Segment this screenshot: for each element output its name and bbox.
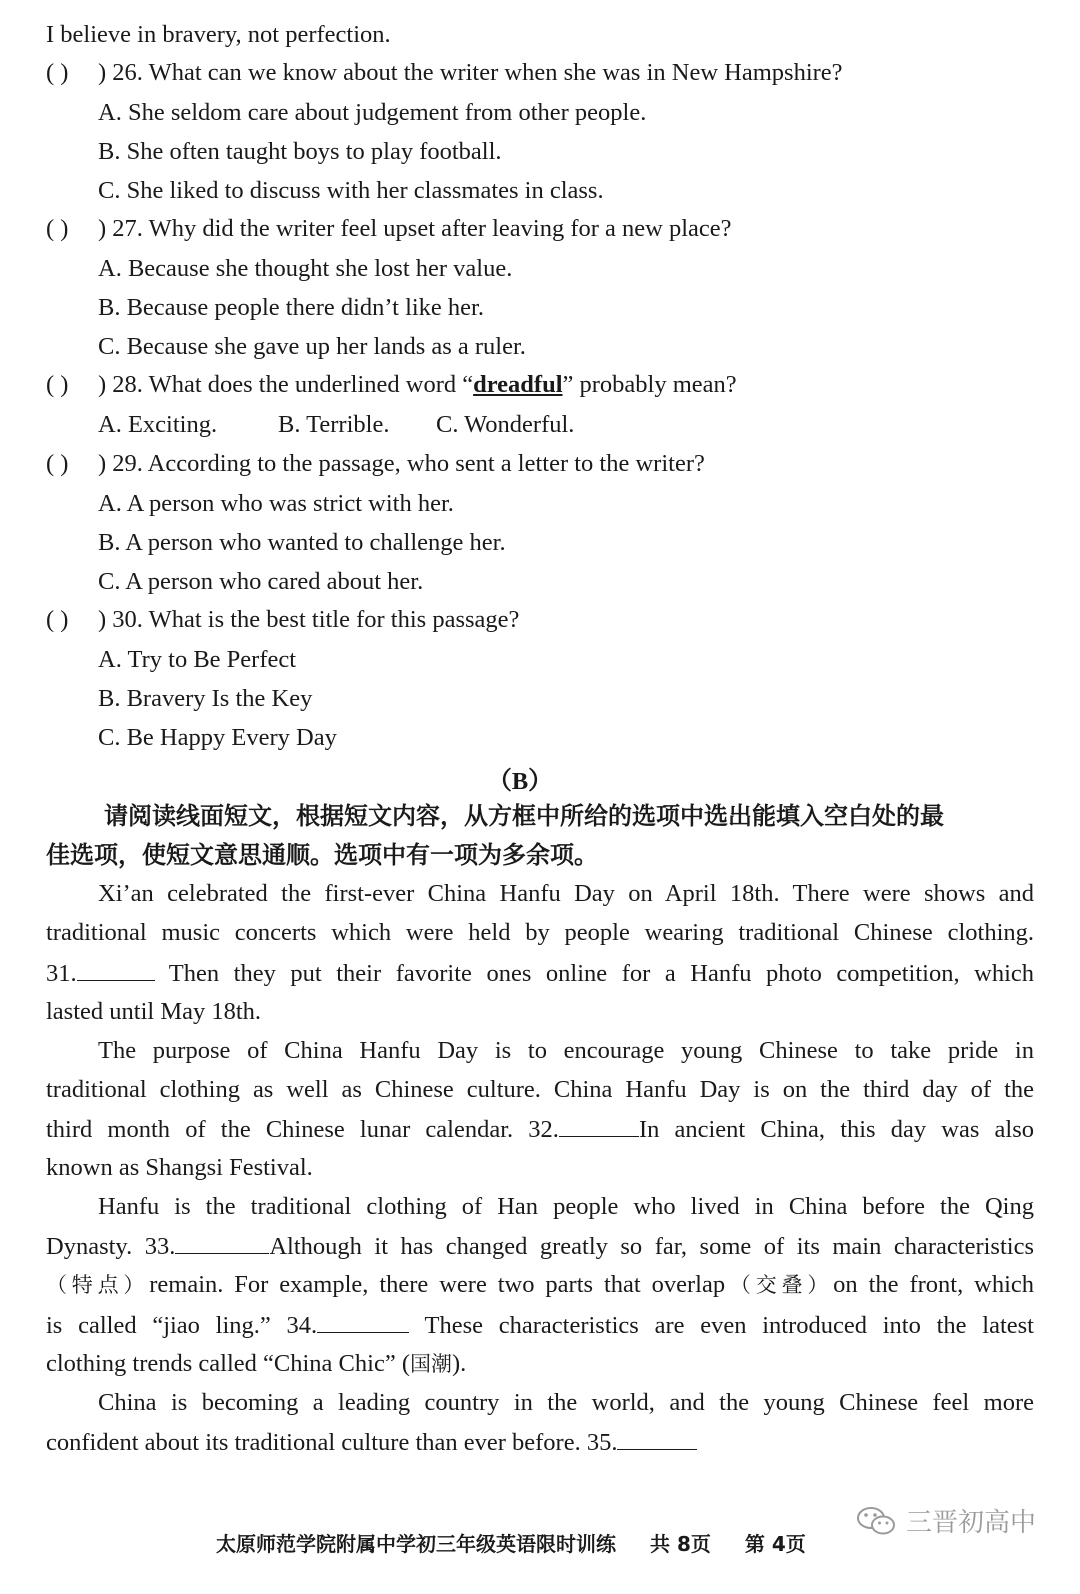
question-29: ) 29. According to the passage, who sent a letter to the writer? [98,450,705,477]
option-29-a: A. A person who was strict with her. [98,490,454,517]
answer-paren-27: ( ) [46,215,69,242]
option-26-a: A. She seldom care about judgement from other people. [98,99,647,126]
section-b-title: （B） [487,768,553,795]
p1-line-1: Xi’an celebrated the first-ever China Hanfu Day on April 18th. There were shows and [98,880,1034,907]
option-27-b: B. Because people there didn’t like her. [98,294,484,321]
blank-33[interactable] [175,1231,269,1254]
blank-35[interactable] [617,1427,697,1450]
wechat-icon [856,1505,896,1537]
p4-line-2: confident about its traditional culture than ever before. 35. [46,1427,697,1458]
watermark [856,1502,1036,1539]
option-28-c: C. Wonderful. [436,411,575,438]
footer-page-number: 第 4页 [744,1532,806,1556]
blank-32[interactable] [559,1114,639,1137]
p3-line-5: clothing trends called “China Chic” (国潮). [46,1350,467,1377]
question-28 [98,371,737,399]
option-30-a: A. Try to Be Perfect [98,646,297,673]
intro-line: I believe in bravery, not perfection. [46,21,391,48]
question-27: ) 27. Why did the writer feel upset after leaving for a new place? [98,215,732,242]
option-26-c: C. She liked to discuss with her classmates in class. [98,177,604,204]
question-26: ) 26. What can we know about the writer when she was in New Hampshire? [98,59,843,86]
option-29-b: B. A person who wanted to challenge her. [98,529,506,556]
question-30: ) 30. What is the best title for this passage? [98,606,520,633]
question-28-before: ) 28. What does the underlined word “ [98,371,474,398]
p3-line-1: Hanfu is the traditional clothing of Han people who lived in China before the Qing [98,1193,1034,1220]
p1-line-3: 31. Then they put their favorite ones online for a Hanfu photo competition, which [46,960,1035,987]
blank-34[interactable] [317,1310,409,1333]
answer-paren-29: ( ) [46,450,69,477]
watermark-text: 三晋初高中 [906,1508,1037,1538]
instructions-line-1: 请阅读线面短文，根据短文内容，从方框中所给的选项中选出能填入空白处的最 [104,802,944,830]
p1-line-4: lasted until May 18th. [46,998,262,1025]
option-27-a: A. Because she thought she lost her value. [98,255,513,282]
answer-paren-28: ( ) [46,371,69,398]
answer-paren-26: ( ) [46,59,69,86]
p2-line-1: The purpose of China Hanfu Day is to encourage young Chinese to take pride in [98,1037,1034,1064]
question-28-after: ” probably mean? [562,371,737,398]
footer-total-pages: 共 8页 [650,1532,711,1556]
p3-line-3: （特点）remain. For example, there were two parts that overlap（交叠）on the front, which [46,1271,1035,1298]
blank-31[interactable] [77,958,155,981]
p3-line-2: Dynasty. 33. Although it has changed greatly so far, some of its main characteristics [46,1233,1034,1260]
underlined-word: dreadful [473,371,563,398]
option-29-c: C. A person who cared about her. [98,568,424,595]
p3-line-4: is called “jiao ling.” 34. These characteristics are even introduced into the latest [46,1312,1034,1339]
option-26-b: B. She often taught boys to play football. [98,138,502,165]
p2-line-4: known as Shangsi Festival. [46,1154,313,1181]
footer-school: 太原师范学院附属中学初三年级英语限时训练 [216,1532,616,1556]
p1-line-2: traditional music concerts which were held by people wearing traditional Chinese clothing. [46,919,1034,946]
options-28 [98,410,574,440]
option-30-b: B. Bravery Is the Key [98,685,313,712]
option-27-c: C. Because she gave up her lands as a ruler. [98,333,526,360]
option-28-b: B. Terrible. [278,411,390,438]
instructions-line-2: 佳选项，使短文意思通顺。选项中有一项为多余项。 [46,841,598,869]
page-footer [216,1528,840,1557]
p2-line-3: third month of the Chinese lunar calendar. 32. In ancient China, this day was also [46,1116,1034,1143]
p4-line-1: China is becoming a leading country in the world, and the young Chinese feel more [98,1389,1034,1416]
p2-line-2: traditional clothing as well as Chinese culture. China Hanfu Day is on the third day of the [46,1076,1034,1103]
option-30-c: C. Be Happy Every Day [98,724,337,751]
option-28-a: A. Exciting. [98,411,218,438]
answer-paren-30: ( ) [46,606,69,633]
